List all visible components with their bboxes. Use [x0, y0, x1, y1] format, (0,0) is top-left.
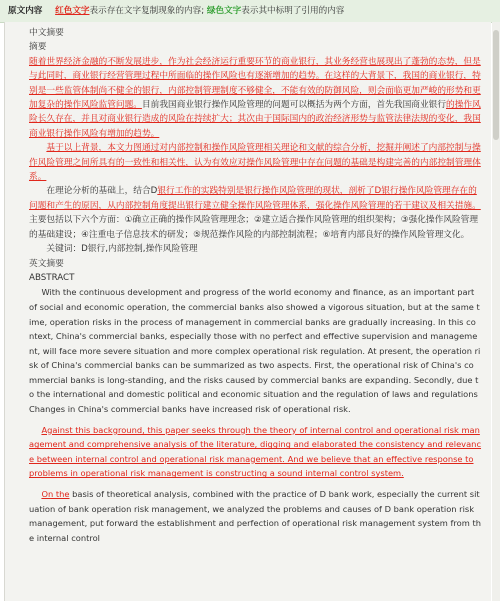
legend-bar	[0, 0, 500, 23]
copied-text: On the	[41, 489, 70, 500]
legend-red-desc: 表示存在文字复制现象的内容;	[89, 6, 205, 16]
legend-title: 原文内容	[8, 6, 43, 16]
en-paragraph-1: With the continuous development and progress of the world economy and finance, as an important part of social and economic operation, the commercial banks also showed a vigorous situation, but at the same time, operation risks in the process of management in commercial banks are gradually increasing. In this context, China's commercial banks, especially those with no perfect and effective supervision and management, will face more severe situation and more complex operational risk regulation. At present, the operation risk of China's commercial banks can be summarized as two aspects. First, the operational risk of China's commercial banks is long-standing, and the risks caused by commercial banks are expanding. Secondly, due to the international and domestic political and economic situation and the regulation of laws and regulations Changes in China's commercial banks have increased risk of operational risk.	[29, 287, 481, 415]
copied-text: 随着世界经济金融的不断发展进步，作为社会经济运行重要环节的商业银行，其业务经营也展现出了蓬勃的态势，但是与此同时，商业银行经营管理过程中所面临的操作风险也有逐渐增加的趋势。在这样的大背景下，我国的商业银行，特别是一些监管体制尚不健全的银行，内部控制管理制度不够健全，不能有效的防御风险，则会面临更加严峻的形势和更加复杂的操作风险监管问题。	[29, 56, 481, 111]
original-text: 主要包括以下六个方面：①确立正确的操作风险管理理念；②建立适合操作风险管理的组织架构；③强化操作风险管理的基础建设；④注重电子信息技术的研发；⑤规范操作风险的内部控制流程；⑥培育内部良好的操作风险管理文化。	[29, 215, 479, 240]
vertical-scrollbar[interactable]	[492, 22, 500, 601]
original-text: basis of theoretical analysis, combined with the practice of D bank work, especially the current situation of bank operation risk management, we analyzed the problems and causes of D bank operation risk management, put forward the establishment and perfection of operational risk management system from the internal control	[29, 489, 481, 543]
original-text: 在理论分析的基础上，结合D	[46, 186, 158, 197]
cn-title: 中文摘要	[29, 28, 64, 38]
document-panel[interactable]	[4, 22, 491, 601]
copied-text: 基于以上背景，本文力图通过对内部控制和操作风险管理相关理论和文献的综合分析，挖掘并阐述了内部控制与操作风险管理之间所具有的一致性和相关性，认为有效应对操作风险管理中存在问题的基础是构建完善的内部控制管理体系。	[29, 143, 481, 183]
legend-green-desc: 表示其中标明了引用的内容	[241, 6, 345, 16]
cn-keywords: 关键词：D银行,内部控制,操作风险管理	[46, 244, 198, 255]
copied-text: 银行工作的实践特别是银行操作风险管理的现状，剖析了D银行操作风险管理存在的问题和产生的原因，从内部控制角度提出银行建立健全操作风险管理体系，强化操作风险管理的若干建议及相关措施。	[29, 186, 481, 211]
cn-paragraph-3	[29, 184, 481, 242]
cn-abstract-label: 摘要	[29, 42, 47, 53]
en-title: 英文摘要	[29, 258, 64, 269]
cn-paragraph-2	[29, 141, 481, 184]
legend-red-label: 红色文字	[55, 6, 90, 16]
bottom-fade	[5, 559, 491, 601]
copied-text: 的操作风险长久存在，并且对商业银行造成的风险在持续扩大；其次由于国际国内的政治经济形势与监管法律法规的变化，我国商业银行操作风险有增加的趋势。	[29, 100, 481, 139]
scrollbar-thumb[interactable]	[493, 30, 499, 140]
en-paragraph-3	[29, 487, 481, 545]
cn-paragraph-1	[29, 55, 481, 141]
en-paragraph-2	[29, 423, 481, 481]
legend-green-label: 绿色文字	[206, 6, 242, 16]
copied-text: Against this background, this paper seeks through the theory of internal control and operational risk management and comprehensive analysis of the literature, digging and elaborated the consistency and relevance between internal control and operational risk management. And we believe that an effective response to problems in operational risk management is constructing a sound internal control system.	[29, 424, 482, 479]
original-text: 目前我国商业银行操作风险管理的问题可以概括为两个方面，首先我国商业银行	[141, 100, 446, 111]
en-abstract-label: ABSTRACT	[29, 272, 75, 283]
